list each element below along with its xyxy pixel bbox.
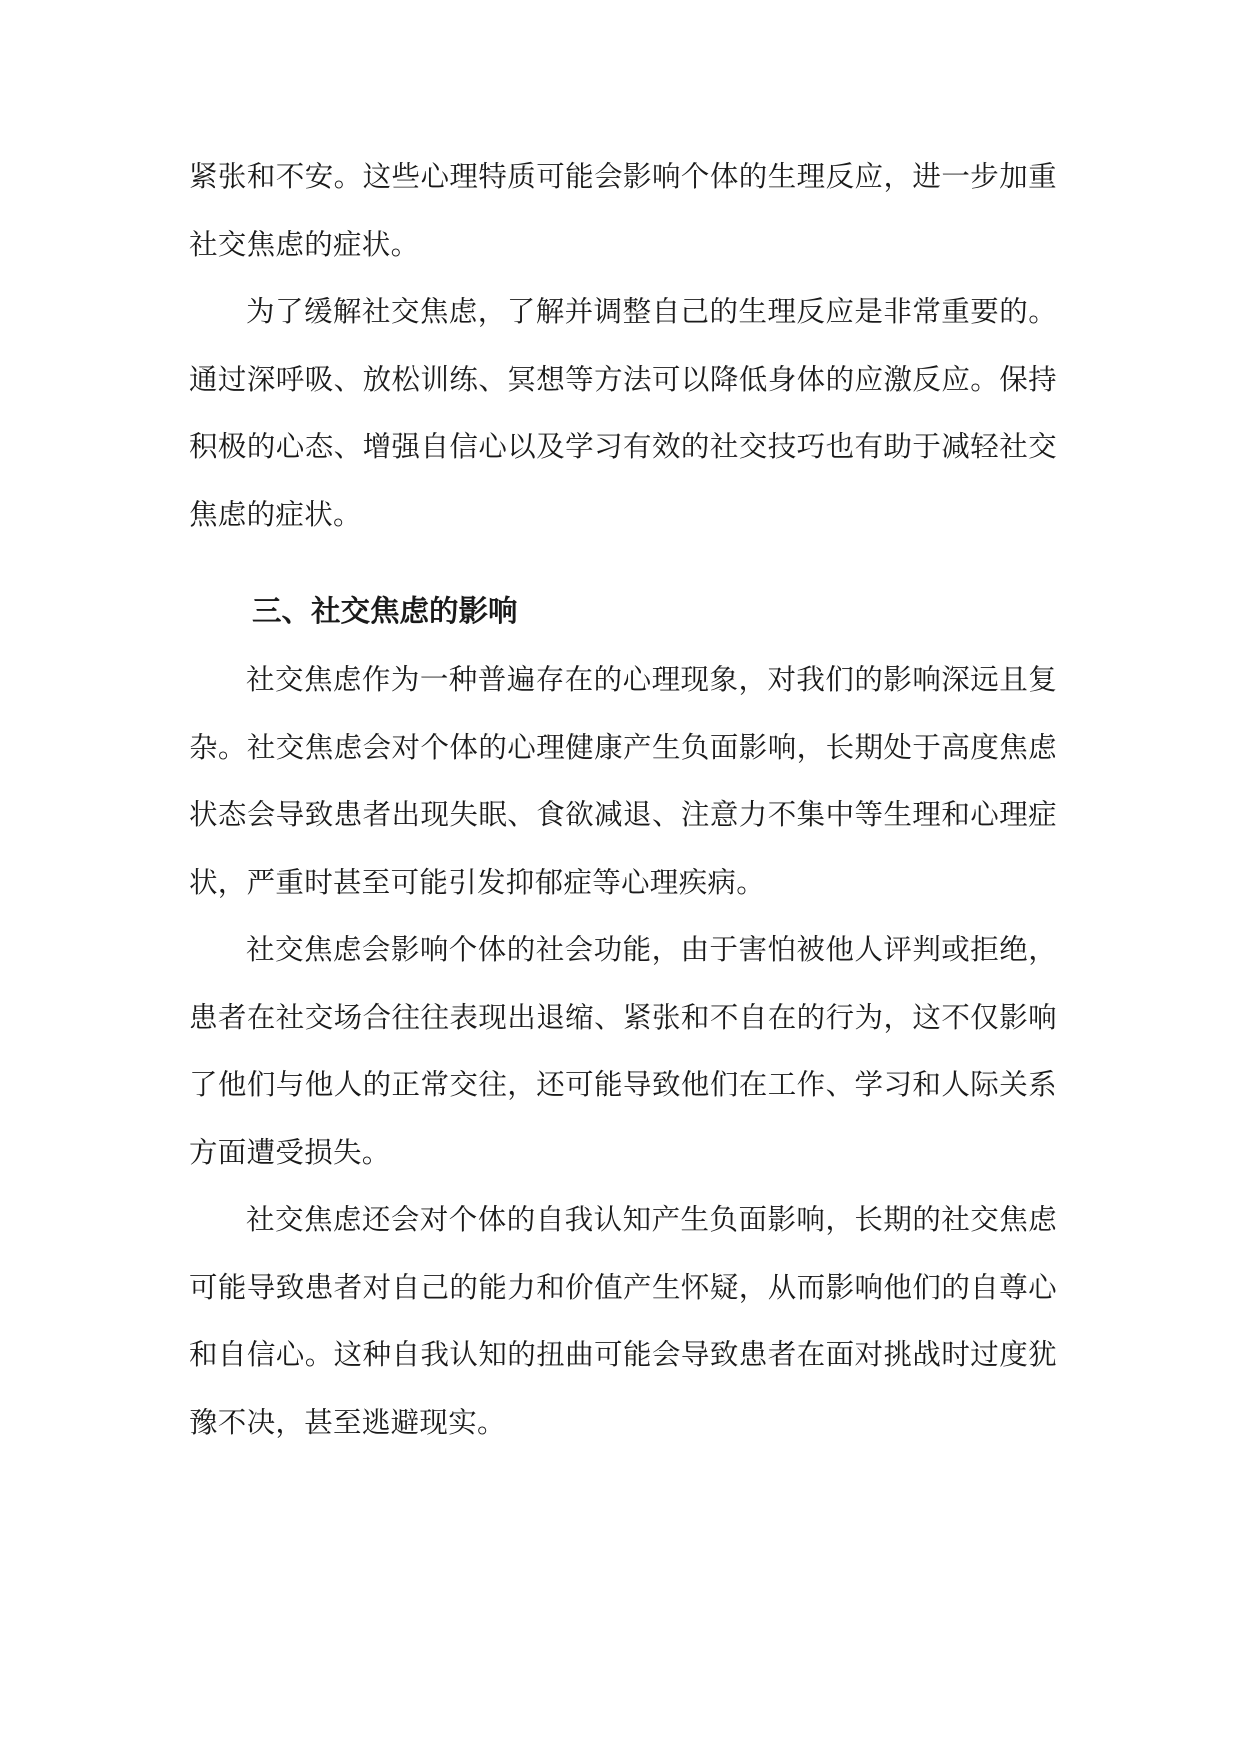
paragraph-line: 状，严重时甚至可能引发抑郁症等心理疾病。: [189, 865, 766, 899]
paragraph-line: 社交焦虑作为一种普遍存在的心理现象，对我们的影响深远且复: [246, 663, 1057, 696]
paragraph-1: [189, 143, 1057, 278]
paragraph-line: 豫不决，甚至逃避现实。: [189, 1405, 506, 1439]
section-heading: 三、社交焦虑的影响: [252, 593, 518, 628]
section-spacer: [189, 548, 1057, 576]
paragraph-line: 通过深呼吸、放松训练、冥想等方法可以降低身体的应激反应。保持: [189, 362, 1057, 396]
paragraph-line: 紧张和不安。这些心理特质可能会影响个体的生理反应，进一步加重: [189, 160, 1057, 193]
paragraph-4: [189, 916, 1057, 1186]
paragraph-line: 社交焦虑会影响个体的社会功能，由于害怕被他人评判或拒绝，: [246, 933, 1057, 966]
paragraph-line: 状态会导致患者出现失眠、食欲减退、注意力不集中等生理和心理症: [189, 798, 1057, 831]
paragraph-line: 了他们与他人的正常交往，还可能导致他们在工作、学习和人际关系: [189, 1068, 1057, 1101]
paragraph-line: 积极的心态、增强自信心以及学习有效的社交技巧也有助于减轻社交: [189, 430, 1057, 463]
paragraph-line: 方面遭受损失。: [189, 1135, 391, 1169]
paragraph-2: [189, 278, 1057, 548]
paragraph-line: 焦虑的症状。: [189, 497, 362, 531]
paragraph-line: 为了缓解社交焦虑，了解并调整自己的生理反应是非常重要的。: [246, 295, 1057, 328]
paragraph-line: 社交焦虑还会对个体的自我认知产生负面影响，长期的社交焦虑: [246, 1203, 1057, 1236]
paragraph-line: 可能导致患者对自己的能力和价值产生怀疑，从而影响他们的自尊心: [189, 1270, 1057, 1304]
paragraph-3: [189, 646, 1057, 916]
paragraph-line: 社交焦虑的症状。: [189, 227, 420, 261]
paragraph-line: 和自信心。这种自我认知的扭曲可能会导致患者在面对挑战时过度犹: [189, 1338, 1057, 1371]
paragraph-5: [189, 1186, 1057, 1456]
page-content: [189, 143, 1057, 1456]
paragraph-line: 杂。社交焦虑会对个体的心理健康产生负面影响，长期处于高度焦虑: [189, 730, 1057, 764]
paragraph-line: 患者在社交场合往往表现出退缩、紧张和不自在的行为，这不仅影响: [189, 1000, 1057, 1034]
